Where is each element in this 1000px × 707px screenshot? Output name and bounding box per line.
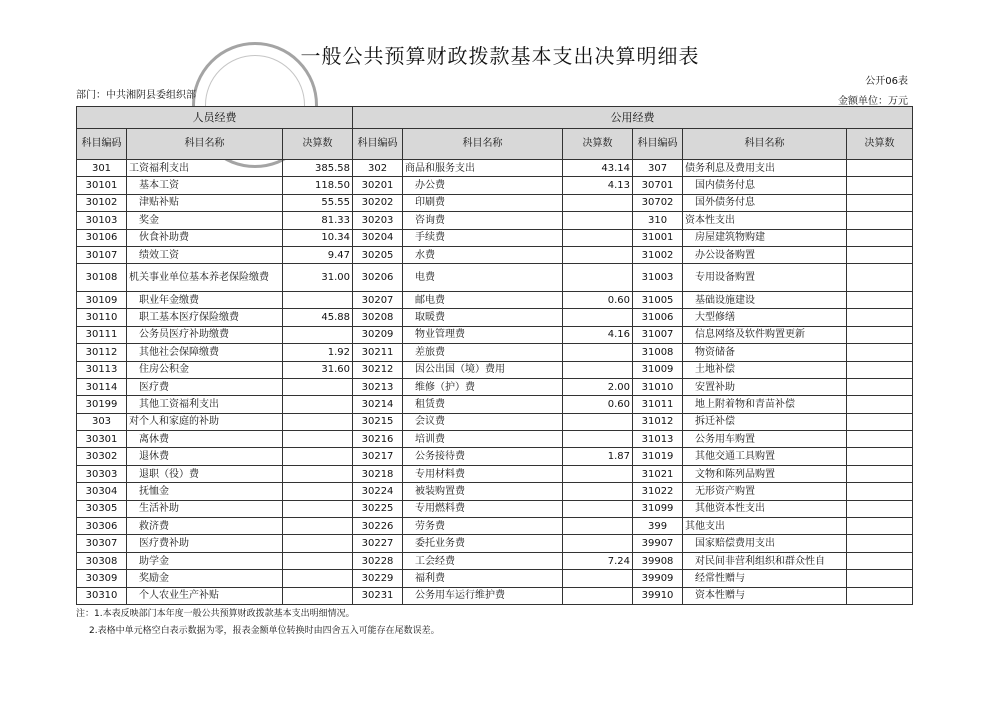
row-amount xyxy=(563,264,633,292)
row-amount xyxy=(563,518,633,535)
row-code: 30215 xyxy=(353,413,403,430)
row-name: 被装购置费 xyxy=(403,483,563,500)
row-name: 公务用车购置 xyxy=(683,431,847,448)
row-code: 30218 xyxy=(353,465,403,482)
row-code: 30231 xyxy=(353,587,403,604)
row-code: 30211 xyxy=(353,344,403,361)
group-header-personnel: 人员经费 xyxy=(77,107,353,129)
row-amount xyxy=(283,570,353,587)
row-name: 绩效工资 xyxy=(127,246,283,263)
row-amount: 4.13 xyxy=(563,177,633,194)
row-code: 30101 xyxy=(77,177,127,194)
row-amount xyxy=(563,194,633,211)
row-code: 30108 xyxy=(77,264,127,292)
table-row xyxy=(77,465,913,482)
table-row xyxy=(77,535,913,552)
row-code: 310 xyxy=(633,212,683,229)
row-code: 30202 xyxy=(353,194,403,211)
table-row xyxy=(77,500,913,517)
col-header-code: 科目编码 xyxy=(633,129,683,160)
row-code: 307 xyxy=(633,160,683,177)
table-row xyxy=(77,483,913,500)
row-code: 30106 xyxy=(77,229,127,246)
row-amount xyxy=(847,378,913,395)
table-row xyxy=(77,326,913,343)
row-amount: 81.33 xyxy=(283,212,353,229)
row-name: 咨询费 xyxy=(403,212,563,229)
row-code: 30305 xyxy=(77,500,127,517)
row-amount xyxy=(847,177,913,194)
row-amount xyxy=(847,535,913,552)
row-amount: 31.60 xyxy=(283,361,353,378)
row-amount xyxy=(283,587,353,604)
row-amount: 7.24 xyxy=(563,552,633,569)
row-name: 其他交通工具购置 xyxy=(683,448,847,465)
row-name: 培训费 xyxy=(403,431,563,448)
row-name: 助学金 xyxy=(127,552,283,569)
row-amount xyxy=(847,396,913,413)
row-code: 30225 xyxy=(353,500,403,517)
row-name: 职业年金缴费 xyxy=(127,291,283,308)
row-name: 伙食补助费 xyxy=(127,229,283,246)
row-name: 对个人和家庭的补助 xyxy=(127,413,283,430)
row-name: 专用材料费 xyxy=(403,465,563,482)
row-amount xyxy=(283,465,353,482)
table-row xyxy=(77,229,913,246)
row-amount xyxy=(847,518,913,535)
row-amount xyxy=(847,570,913,587)
row-name: 工会经费 xyxy=(403,552,563,569)
row-amount xyxy=(847,291,913,308)
table-row xyxy=(77,264,913,292)
row-code: 30301 xyxy=(77,431,127,448)
row-code: 31011 xyxy=(633,396,683,413)
row-amount: 9.47 xyxy=(283,246,353,263)
table-row xyxy=(77,212,913,229)
table-row xyxy=(77,309,913,326)
row-name: 国家赔偿费用支出 xyxy=(683,535,847,552)
row-amount xyxy=(847,552,913,569)
row-name: 奖金 xyxy=(127,212,283,229)
row-name: 离休费 xyxy=(127,431,283,448)
row-amount xyxy=(563,570,633,587)
row-amount xyxy=(847,500,913,517)
row-code: 30107 xyxy=(77,246,127,263)
row-name: 物业管理费 xyxy=(403,326,563,343)
note-2: 2.表格中单元格空白表示数据为零，报表金额单位转换时由四舍五入可能存在尾数误差。 xyxy=(89,626,440,636)
row-amount xyxy=(847,431,913,448)
row-amount xyxy=(563,413,633,430)
row-code: 30227 xyxy=(353,535,403,552)
row-code: 30204 xyxy=(353,229,403,246)
row-code: 30207 xyxy=(353,291,403,308)
row-name: 手续费 xyxy=(403,229,563,246)
row-code: 30208 xyxy=(353,309,403,326)
row-code: 31021 xyxy=(633,465,683,482)
row-code: 31022 xyxy=(633,483,683,500)
row-name: 其他工资福利支出 xyxy=(127,396,283,413)
table-row xyxy=(77,448,913,465)
row-code: 30213 xyxy=(353,378,403,395)
row-amount xyxy=(283,500,353,517)
col-header-amount: 决算数 xyxy=(847,129,913,160)
row-name: 地上附着物和青苗补偿 xyxy=(683,396,847,413)
row-name: 医疗费补助 xyxy=(127,535,283,552)
row-name: 奖励金 xyxy=(127,570,283,587)
row-name: 救济费 xyxy=(127,518,283,535)
table-row xyxy=(77,246,913,263)
row-amount xyxy=(283,535,353,552)
row-amount: 1.92 xyxy=(283,344,353,361)
row-amount: 0.60 xyxy=(563,291,633,308)
row-amount: 1.87 xyxy=(563,448,633,465)
row-name: 住房公积金 xyxy=(127,361,283,378)
row-amount: 385.58 xyxy=(283,160,353,177)
table-row xyxy=(77,552,913,569)
row-name: 生活补助 xyxy=(127,500,283,517)
row-code: 30302 xyxy=(77,448,127,465)
col-header-amount: 决算数 xyxy=(563,129,633,160)
col-header-code: 科目编码 xyxy=(353,129,403,160)
row-amount: 2.00 xyxy=(563,378,633,395)
row-name: 租赁费 xyxy=(403,396,563,413)
row-amount xyxy=(283,431,353,448)
row-code: 30112 xyxy=(77,344,127,361)
row-code: 31005 xyxy=(633,291,683,308)
row-code: 30310 xyxy=(77,587,127,604)
row-code: 399 xyxy=(633,518,683,535)
row-name: 其他社会保障缴费 xyxy=(127,344,283,361)
row-amount xyxy=(283,413,353,430)
row-code: 30201 xyxy=(353,177,403,194)
row-amount xyxy=(847,344,913,361)
table-row xyxy=(77,396,913,413)
row-name: 物资储备 xyxy=(683,344,847,361)
row-name: 抚恤金 xyxy=(127,483,283,500)
row-name: 拆迁补偿 xyxy=(683,413,847,430)
row-code: 30306 xyxy=(77,518,127,535)
row-name: 国内债务付息 xyxy=(683,177,847,194)
row-code: 30212 xyxy=(353,361,403,378)
row-amount: 118.50 xyxy=(283,177,353,194)
row-name: 其他资本性支出 xyxy=(683,500,847,517)
row-code: 30205 xyxy=(353,246,403,263)
col-header-name: 科目名称 xyxy=(403,129,563,160)
col-header-name: 科目名称 xyxy=(683,129,847,160)
row-code: 31012 xyxy=(633,413,683,430)
row-name: 基础设施建设 xyxy=(683,291,847,308)
row-name: 公务用车运行维护费 xyxy=(403,587,563,604)
row-name: 取暖费 xyxy=(403,309,563,326)
row-name: 商品和服务支出 xyxy=(403,160,563,177)
row-amount xyxy=(563,344,633,361)
row-name: 因公出国（境）费用 xyxy=(403,361,563,378)
row-name: 其他支出 xyxy=(683,518,847,535)
row-amount xyxy=(563,431,633,448)
row-amount xyxy=(563,587,633,604)
row-code: 31099 xyxy=(633,500,683,517)
row-amount xyxy=(847,246,913,263)
row-code: 39909 xyxy=(633,570,683,587)
row-amount xyxy=(283,552,353,569)
row-amount xyxy=(847,194,913,211)
row-name: 安置补助 xyxy=(683,378,847,395)
row-name: 国外债务付息 xyxy=(683,194,847,211)
row-code: 30307 xyxy=(77,535,127,552)
row-code: 31006 xyxy=(633,309,683,326)
table-row xyxy=(77,291,913,308)
row-name: 经常性赠与 xyxy=(683,570,847,587)
row-code: 30214 xyxy=(353,396,403,413)
row-code: 30199 xyxy=(77,396,127,413)
row-name: 专用设备购置 xyxy=(683,264,847,292)
group-header-public: 公用经费 xyxy=(353,107,913,129)
table-row xyxy=(77,587,913,604)
row-code: 30209 xyxy=(353,326,403,343)
row-name: 房屋建筑物购建 xyxy=(683,229,847,246)
row-amount: 0.60 xyxy=(563,396,633,413)
row-amount xyxy=(563,361,633,378)
row-code: 31019 xyxy=(633,448,683,465)
row-amount xyxy=(847,448,913,465)
row-name: 维修（护）费 xyxy=(403,378,563,395)
row-code: 30113 xyxy=(77,361,127,378)
row-amount: 31.00 xyxy=(283,264,353,292)
row-amount xyxy=(847,483,913,500)
row-name: 大型修缮 xyxy=(683,309,847,326)
row-name: 劳务费 xyxy=(403,518,563,535)
row-code: 30308 xyxy=(77,552,127,569)
row-code: 30228 xyxy=(353,552,403,569)
page-title: 一般公共预算财政拨款基本支出决算明细表 xyxy=(300,44,700,68)
row-amount xyxy=(847,465,913,482)
row-amount xyxy=(283,396,353,413)
row-code: 30224 xyxy=(353,483,403,500)
row-amount: 4.16 xyxy=(563,326,633,343)
row-code: 30109 xyxy=(77,291,127,308)
row-name: 基本工资 xyxy=(127,177,283,194)
row-code: 30701 xyxy=(633,177,683,194)
row-amount xyxy=(847,413,913,430)
row-code: 39910 xyxy=(633,587,683,604)
row-name: 公务员医疗补助缴费 xyxy=(127,326,283,343)
expenditure-table xyxy=(76,106,913,605)
row-name: 津贴补贴 xyxy=(127,194,283,211)
row-amount xyxy=(283,483,353,500)
row-code: 30226 xyxy=(353,518,403,535)
row-name: 信息网络及软件购置更新 xyxy=(683,326,847,343)
row-name: 专用燃料费 xyxy=(403,500,563,517)
row-name: 公务接待费 xyxy=(403,448,563,465)
row-amount xyxy=(563,229,633,246)
row-amount xyxy=(283,448,353,465)
row-code: 30114 xyxy=(77,378,127,395)
row-amount xyxy=(563,309,633,326)
row-code: 30203 xyxy=(353,212,403,229)
row-code: 30102 xyxy=(77,194,127,211)
row-code: 39908 xyxy=(633,552,683,569)
row-amount xyxy=(283,291,353,308)
col-header-name: 科目名称 xyxy=(127,129,283,160)
row-code: 303 xyxy=(77,413,127,430)
row-name: 对民间非营利组织和群众性自 xyxy=(683,552,847,569)
row-amount xyxy=(847,212,913,229)
row-code: 30110 xyxy=(77,309,127,326)
row-code: 31013 xyxy=(633,431,683,448)
row-name: 土地补偿 xyxy=(683,361,847,378)
row-name: 无形资产购置 xyxy=(683,483,847,500)
row-name: 会议费 xyxy=(403,413,563,430)
row-amount xyxy=(847,264,913,292)
row-amount xyxy=(283,326,353,343)
row-code: 30103 xyxy=(77,212,127,229)
form-number: 公开06表 xyxy=(865,76,908,87)
row-code: 30229 xyxy=(353,570,403,587)
table-row xyxy=(77,570,913,587)
row-name: 退职（役）费 xyxy=(127,465,283,482)
row-name: 债务利息及费用支出 xyxy=(683,160,847,177)
row-code: 31008 xyxy=(633,344,683,361)
table-notes xyxy=(76,606,440,640)
row-name: 办公费 xyxy=(403,177,563,194)
row-amount xyxy=(563,465,633,482)
table-row xyxy=(77,160,913,177)
row-amount: 10.34 xyxy=(283,229,353,246)
row-code: 31007 xyxy=(633,326,683,343)
row-name: 电费 xyxy=(403,264,563,292)
table-row xyxy=(77,518,913,535)
row-amount xyxy=(563,500,633,517)
table-row xyxy=(77,194,913,211)
row-code: 302 xyxy=(353,160,403,177)
row-name: 文物和陈列品购置 xyxy=(683,465,847,482)
row-code: 30111 xyxy=(77,326,127,343)
col-header-code: 科目编码 xyxy=(77,129,127,160)
row-code: 31001 xyxy=(633,229,683,246)
row-amount xyxy=(283,378,353,395)
row-code: 30217 xyxy=(353,448,403,465)
row-code: 39907 xyxy=(633,535,683,552)
row-name: 资本性赠与 xyxy=(683,587,847,604)
row-amount xyxy=(283,518,353,535)
row-code: 30206 xyxy=(353,264,403,292)
row-amount xyxy=(563,535,633,552)
row-code: 30702 xyxy=(633,194,683,211)
row-amount: 43.14 xyxy=(563,160,633,177)
row-name: 个人农业生产补贴 xyxy=(127,587,283,604)
table-row xyxy=(77,431,913,448)
table-row xyxy=(77,344,913,361)
row-name: 水费 xyxy=(403,246,563,263)
row-name: 印刷费 xyxy=(403,194,563,211)
row-amount xyxy=(563,246,633,263)
row-code: 31002 xyxy=(633,246,683,263)
row-amount: 55.55 xyxy=(283,194,353,211)
table-row xyxy=(77,361,913,378)
row-name: 办公设备购置 xyxy=(683,246,847,263)
row-amount xyxy=(847,229,913,246)
row-code: 31009 xyxy=(633,361,683,378)
row-amount xyxy=(563,483,633,500)
col-header-amount: 决算数 xyxy=(283,129,353,160)
row-amount xyxy=(847,326,913,343)
table-row xyxy=(77,378,913,395)
row-amount xyxy=(847,587,913,604)
row-amount xyxy=(563,212,633,229)
row-amount xyxy=(847,361,913,378)
row-code: 30216 xyxy=(353,431,403,448)
row-code: 31010 xyxy=(633,378,683,395)
row-name: 医疗费 xyxy=(127,378,283,395)
row-code: 301 xyxy=(77,160,127,177)
row-name: 职工基本医疗保险缴费 xyxy=(127,309,283,326)
row-amount xyxy=(847,160,913,177)
row-name: 委托业务费 xyxy=(403,535,563,552)
table-row xyxy=(77,177,913,194)
row-name: 工资福利支出 xyxy=(127,160,283,177)
row-name: 差旅费 xyxy=(403,344,563,361)
row-name: 邮电费 xyxy=(403,291,563,308)
row-name: 退休费 xyxy=(127,448,283,465)
row-amount: 45.88 xyxy=(283,309,353,326)
row-code: 30303 xyxy=(77,465,127,482)
note-1: 注：1.本表反映部门本年度一般公共预算财政拨款基本支出明细情况。 xyxy=(76,609,355,619)
row-code: 30309 xyxy=(77,570,127,587)
amount-unit-label: 金额单位：万元 xyxy=(838,96,908,107)
row-amount xyxy=(847,309,913,326)
row-name: 资本性支出 xyxy=(683,212,847,229)
row-name: 福利费 xyxy=(403,570,563,587)
row-code: 31003 xyxy=(633,264,683,292)
department-label: 部门：中共湘阴县委组织部 xyxy=(76,90,196,101)
row-code: 30304 xyxy=(77,483,127,500)
table-row xyxy=(77,413,913,430)
row-name: 机关事业单位基本养老保险缴费 xyxy=(127,264,283,292)
